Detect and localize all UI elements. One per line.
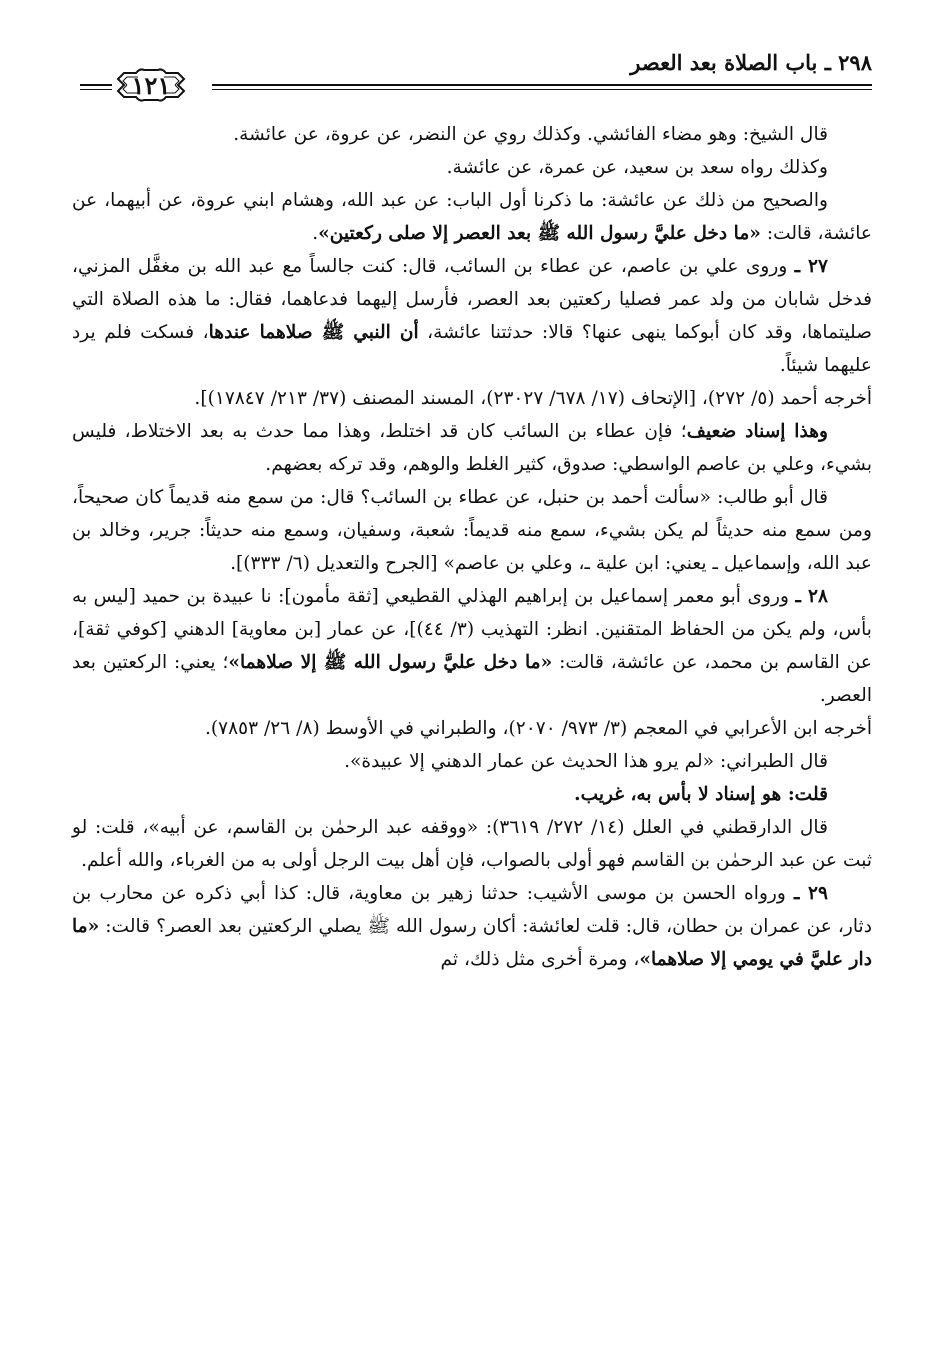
text-segment: ؛ يعني: الركعتين بعد العصر. <box>72 652 872 706</box>
text-segment: . <box>312 223 319 244</box>
text-segment: ورواه الحسن بن موسى الأشيب: حدثنا زهير بن معاوية، قال: كذا أبي ذكره عن محارب بن دثار، عن عمران بن حطان، قال: قلت لعائشة: أكان رسول الله ﷺ يصلي الركعتين بعد العصر؟ قالت: <box>72 883 872 937</box>
bold-text-segment: قلت: هو إسناد لا بأس به، غريب. <box>574 784 828 805</box>
paragraph-p2 <box>72 151 872 184</box>
header-rule-left <box>80 84 112 90</box>
page-header <box>74 36 872 120</box>
header-rule <box>212 84 872 90</box>
paragraph-p6 <box>72 415 872 481</box>
page-number: ١٢١ <box>131 71 171 100</box>
text-segment: وروى علي بن عاصم، عن عطاء بن السائب، قال: كنت جالساً مع عبد الله بن مغفَّل المزني، فدخل شابان من ولد عمر فصليا ركعتين بعد العصر، فأرسل إليهما فدعاهما، فقال: ما هذه الصلاة التي صليتماها، وقد كان أبوكما ينهى عنها؟ قالا: حدثتنا عائشة، <box>72 256 873 343</box>
text-segment: قال الدارقطني في العلل (١٤/ ٢٧٢/ ٣٦١٩): «ووقفه عبد الرحمٰن بن القاسم، عن أبيه»، قلت: لو ثبت عن عبد الرحمٰن بن القاسم فهو أولى بالصواب، فإن أهل بيت الرجل أولى به من الغرباء، والله أعلم. <box>72 817 872 871</box>
bold-text-segment: «ما دخل عليَّ رسول الله ﷺ بعد العصر إلا صلى ركعتين» <box>318 223 761 244</box>
bold-text-segment: ٢٧ ـ <box>794 256 828 277</box>
paragraph-p13 <box>72 877 872 976</box>
text-segment: ، ومرة أخرى مثل ذلك، ثم <box>440 949 640 970</box>
bold-text-segment: وهذا إسناد ضعيف <box>686 421 828 442</box>
paragraph-p1 <box>72 118 872 151</box>
paragraph-p4 <box>72 250 872 382</box>
paragraph-p3 <box>72 184 872 250</box>
paragraph-p9 <box>72 712 872 745</box>
bold-text-segment: ٢٨ ـ <box>795 586 828 607</box>
text-segment: وكذلك رواه سعد بن سعيد، عن عمرة، عن عائشة. <box>446 157 828 178</box>
text-segment: ، فسكت فلم يرد عليهما شيئاً. <box>72 322 872 376</box>
paragraph-p10 <box>72 745 872 778</box>
text-segment: قال أبو طالب: «سألت أحمد بن حنبل، عن عطاء بن السائب؟ قال: من سمع منه قديماً كان صحيحاً، ومن سمع منه حديثاً لم يكن بشيء، سمع منه قديماً: شعبة، وسفيان، وسمع منه حديثاً: جرير، وخالد بن عبد الله، وإسماعيل ـ يعني: ابن علية ـ، وعلي بن عاصم» [الجرح والتعديل (٦/ ٣٣٣)]. <box>72 487 872 574</box>
paragraph-p7 <box>72 481 872 580</box>
page-body <box>72 118 872 976</box>
text-segment: أخرجه ابن الأعرابي في المعجم (٣/ ٩٧٣/ ٢٠٧٠)، والطبراني في الأوسط (٨/ ٢٦/ ٧٨٥٣). <box>204 718 872 739</box>
bold-text-segment: «ما دار عليَّ في يومي إلا صلاهما» <box>72 916 872 970</box>
text-segment: قال الشيخ: وهو مضاء الفائشي. وكذلك روي عن النضر، عن عروة، عن عائشة. <box>233 124 828 145</box>
paragraph-p11 <box>72 778 872 811</box>
text-segment: قال الطبراني: «لم يرو هذا الحديث عن عمار الدهني إلا عبيدة». <box>344 751 828 772</box>
bold-text-segment: «ما دخل عليَّ رسول الله ﷺ إلا صلاهما» <box>228 652 553 673</box>
text-segment: وروى أبو معمر إسماعيل بن إبراهيم الهذلي القطيعي [ثقة مأمون]: نا عبيدة بن حميد [ليس به بأس، ولم يكن من الحفاظ المتقنين. انظر: التهذيب (٣/ ٤٤)]، عن عمار [بن معاوية] الدهني [كوفي ثقة]، عن القاسم بن محمد، عن عائشة، قالت: <box>72 586 873 673</box>
text-segment: أخرجه أحمد (٥/ ٢٧٢)، [الإتحاف (١٧/ ٦٧٨/ ٢٣٠٢٧)، المسند المصنف (٣٧/ ٢١٣/ ١٧٨٤٧)]. <box>194 388 872 409</box>
bold-text-segment: أن النبي ﷺ صلاهما عندها <box>208 322 419 343</box>
paragraph-p8 <box>72 580 872 712</box>
page-number-ornament <box>114 62 188 108</box>
paragraph-p12 <box>72 811 872 877</box>
running-title: ٢٩٨ ـ باب الصلاة بعد العصر <box>630 50 872 75</box>
bold-text-segment: ٢٩ ـ <box>793 883 829 904</box>
text-segment: ؛ فإن عطاء بن السائب كان قد اختلط، وهذا مما حدث به بعد الاختلاط، فليس بشيء، وعلي بن عاصم الواسطي: صدوق، كثير الغلط والوهم، وقد تركه بعضهم. <box>72 421 872 475</box>
text-segment: والصحيح من ذلك عن عائشة: ما ذكرنا أول الباب: عن عبد الله، وهشام ابني عروة، عن أبيهما، عن عائشة، قالت: <box>72 190 872 244</box>
paragraph-p5 <box>72 382 872 415</box>
